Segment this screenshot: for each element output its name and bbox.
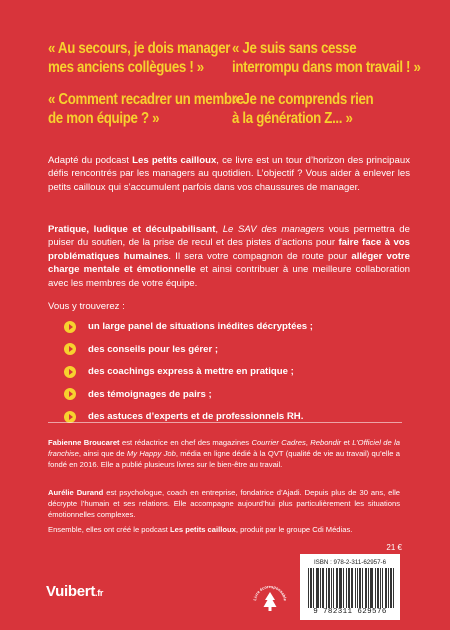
list-item	[64, 388, 404, 401]
barcode-stripe	[377, 568, 378, 608]
barcode-stripe	[352, 568, 353, 608]
publisher-name: Vuibert	[46, 583, 96, 600]
barcode-stripe	[333, 568, 334, 608]
divider	[48, 422, 402, 423]
barcode-stripe	[388, 568, 389, 608]
intro-p2-bold1: Pratique, ludique et déculpabilisant	[48, 224, 216, 235]
barcode-stripe	[385, 568, 386, 608]
barcode-stripe	[341, 568, 342, 608]
price: 21 €	[386, 543, 402, 552]
author-1-text: est rédactrice en chef des magazines	[119, 438, 252, 447]
barcode-stripe	[316, 568, 317, 608]
barcode-stripe	[322, 568, 323, 608]
tree-icon	[252, 578, 288, 618]
barcode-bars	[308, 568, 394, 608]
author-1-text: , ainsi que de	[78, 449, 127, 459]
author-2-name: Aurélie Durand	[48, 488, 104, 497]
publisher-logo	[46, 583, 103, 600]
together-text: , produit par le groupe Cdi Médias.	[235, 525, 353, 534]
barcode-stripe	[340, 568, 341, 608]
barcode-stripe	[362, 568, 363, 608]
intro-paragraph-1	[48, 154, 410, 194]
quote-3-line1: « Comment recadrer un membre	[48, 91, 244, 108]
list-item-text: des conseils pour les gérer ;	[88, 343, 219, 355]
author-bio-1	[48, 437, 400, 471]
quote-4	[232, 91, 373, 128]
list-item-text: des astuces d’experts et de professionnels RH.	[88, 411, 304, 422]
barcode-stripe	[326, 568, 327, 608]
author-1-name: Fabienne Broucaret	[48, 438, 120, 447]
barcode-stripe	[310, 568, 311, 608]
barcode-stripe	[346, 568, 347, 608]
barcode-stripe	[390, 568, 391, 608]
magazine-name: Courrier Cadres	[251, 438, 306, 447]
magazine-name: L’Officiel de la franchise	[48, 438, 400, 459]
barcode-stripe	[323, 568, 324, 608]
barcode-stripe	[349, 568, 350, 608]
barcode-stripe	[308, 568, 309, 608]
barcode-stripe	[386, 568, 387, 608]
intro-p2-mid2: vous permettra de puiser du soutien, de la prise de recul et des pistes d’actions pour	[48, 224, 410, 249]
barcode-stripe	[311, 568, 312, 608]
quote-1-line2: mes anciens collègues ! »	[48, 58, 204, 76]
barcode-stripe	[320, 568, 321, 608]
barcode-stripe	[372, 568, 373, 608]
intro-p2-end: et ainsi contribuer à une meilleure collaboration avec les membres de votre équipe.	[48, 264, 410, 289]
quote-2-line1: « Je suis sans cesse	[232, 40, 357, 57]
quote-4-line1: « Je ne comprends rien	[232, 91, 374, 108]
magazine-name: Rebondir	[310, 438, 342, 447]
barcode-stripe	[366, 568, 367, 608]
bullet-play-icon	[64, 366, 76, 378]
author-1-text: et	[341, 438, 353, 447]
bullet-play-icon	[64, 388, 76, 400]
bullet-play-icon	[64, 343, 76, 355]
list-item-text: un large panel de situations inédites décryptées ;	[88, 321, 313, 332]
together-text: Ensemble, elles ont créé le podcast	[48, 525, 170, 534]
barcode-stripe	[391, 568, 392, 608]
list-item	[64, 343, 404, 356]
features-list	[64, 320, 404, 433]
bullet-play-icon	[64, 411, 76, 423]
barcode-stripe	[339, 568, 340, 608]
podcast-name: Les petits cailloux	[132, 155, 217, 166]
list-item-text: des témoignages de pairs ;	[88, 388, 212, 400]
barcode-stripe	[355, 568, 356, 608]
barcode-stripe	[365, 568, 366, 608]
barcode-stripe	[336, 568, 337, 608]
barcode-stripe	[378, 568, 379, 608]
barcode-stripe	[380, 568, 381, 608]
barcode-stripe	[318, 568, 319, 608]
barcode-number: 9 782311 629576	[313, 608, 387, 616]
intro-p2-bold2: faire face à vos problématiques humaines	[48, 237, 410, 262]
publisher-tld: .fr	[95, 588, 104, 598]
barcode-stripe	[370, 568, 371, 608]
quote-1-line1: « Au secours, je dois manager	[48, 40, 231, 57]
eco-label-text: Livre écoresponsable	[252, 583, 288, 602]
barcode-stripe	[348, 568, 349, 608]
book-title: Le SAV des managers	[222, 224, 325, 235]
quote-3	[48, 91, 244, 128]
intro-p1-end: , ce livre est un tour d’horizon des principaux défis rencontrés par les managers au quotidien. L’objectif ? Vous aider à enlever les petits cailloux qui s’accumulent parfois dans vos chaussures de manager.	[48, 155, 410, 193]
isbn-label: ISBN : 978-2-311-62957-6	[313, 559, 387, 566]
quote-1	[48, 40, 230, 77]
barcode	[300, 554, 400, 620]
intro-paragraph-2	[48, 223, 410, 290]
author-1-text: ,	[305, 438, 311, 447]
barcode-stripe	[343, 568, 344, 608]
barcode-stripe	[375, 568, 376, 608]
intro-p2-bold3: alléger votre charge mentale et émotionnelle	[48, 250, 410, 276]
barcode-stripe	[331, 568, 332, 608]
barcode-stripe	[317, 568, 318, 608]
barcode-stripe	[393, 568, 394, 608]
barcode-stripe	[359, 568, 360, 608]
author-2-text: est psychologue, coach en entreprise, fondatrice d’Ajadi. Depuis plus de 30 ans, elle décrypte l’humain et ses relations. Elle accompagne aujourd’hui plus particulièrement les situations émotionnelles complexes.	[48, 488, 400, 520]
barcode-stripe	[371, 568, 372, 608]
quote-2-line2: interrompu dans mon travail ! »	[232, 58, 421, 76]
intro-paragraph-3: Vous y trouverez :	[48, 301, 125, 312]
authors-together	[48, 524, 400, 535]
quote-4-line2: à la génération Z... »	[232, 109, 353, 127]
barcode-stripe	[313, 568, 314, 608]
author-1-text: , média en ligne dédié à la QVT (qualité de vie au travail) qu’elle a fondé en 2016. Elle a publié plusieurs livres sur le bien-être au travail.	[48, 449, 400, 470]
list-item	[64, 320, 404, 333]
quote-3-line2: de mon équipe ? »	[48, 109, 160, 127]
barcode-stripe	[357, 568, 358, 608]
bullet-play-icon	[64, 321, 76, 333]
barcode-stripe	[329, 568, 330, 608]
barcode-stripe	[382, 568, 383, 608]
eco-label	[252, 578, 288, 618]
barcode-stripe	[368, 568, 369, 608]
author-bio-2	[48, 487, 400, 521]
quote-2	[232, 40, 421, 77]
barcode-stripe	[360, 568, 361, 608]
barcode-stripe	[328, 568, 329, 608]
list-item	[64, 365, 404, 378]
podcast-name: Les petits cailloux	[170, 525, 236, 534]
intro-p1-start: Adapté du podcast	[48, 155, 133, 166]
intro-p2-mid3: . Il sera votre compagnon de route pour	[168, 250, 352, 262]
list-item-text: des coachings express à mettre en pratique ;	[88, 366, 294, 377]
media-name: My Happy Job	[126, 449, 176, 459]
barcode-stripe	[337, 568, 338, 608]
intro-p2-mid1: ,	[215, 224, 223, 235]
barcode-stripe	[351, 568, 352, 608]
